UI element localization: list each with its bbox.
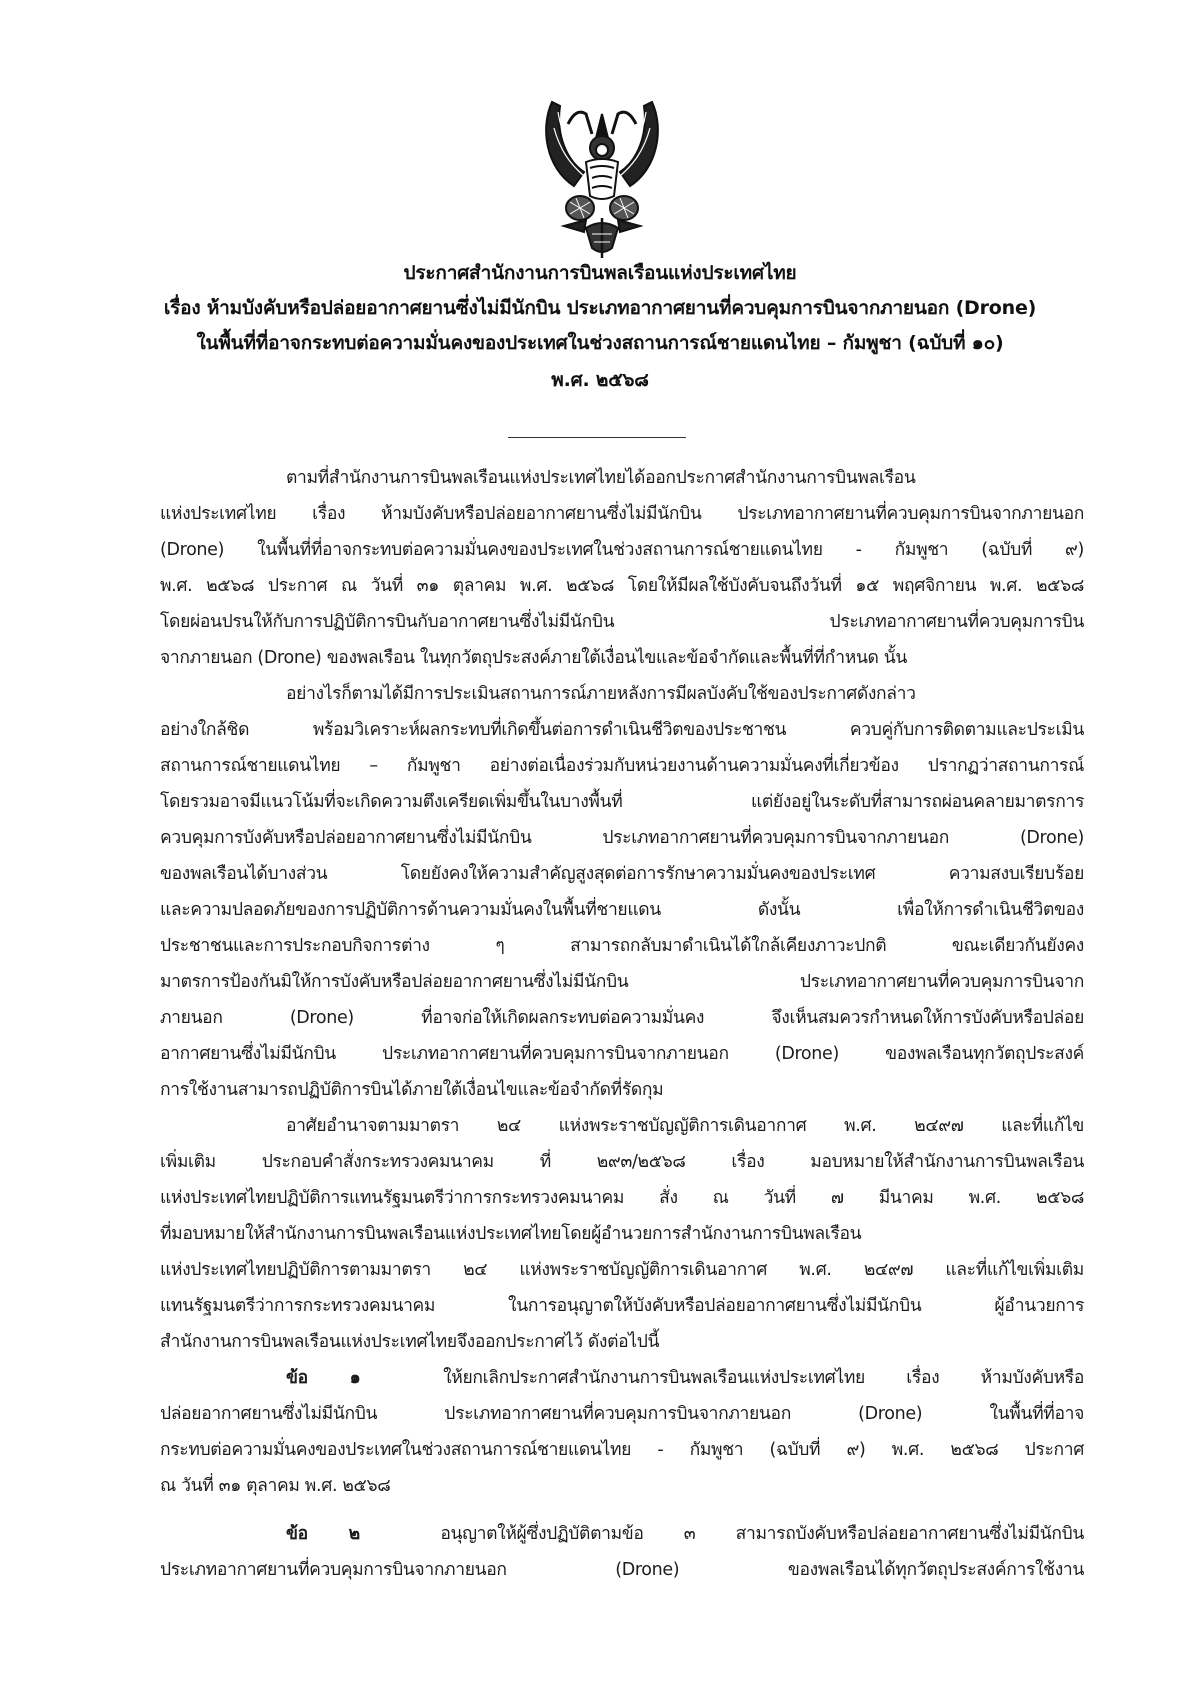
text-line: ควบคุมการบังคับหรือปล่อยอากาศยานซึ่งไม่มีนักบิน ประเภทอากาศยานที่ควบคุมการบินจากภายนอก (Drone) [160,828,1084,848]
text-line [286,1360,1084,1396]
text-line: ประชาชนและการประกอบกิจการต่าง ๆ สามารถกลับมาดำเนินได้ใกล้เคียงภาวะปกติ ขณะเดียวกันยังคง [160,936,1084,956]
text-line: ปล่อยอากาศยานซึ่งไม่มีนักบิน ประเภทอากาศยานที่ควบคุมการบินจากภายนอก (Drone) ในพื้นที่ที่อาจ [160,1404,1084,1424]
text-line [286,1516,1084,1552]
text-line: การใช้งานสามารถปฏิบัติการบินได้ภายใต้เงื่อนไขและข้อจำกัดที่รัดกุม [160,1080,664,1100]
garuda-emblem-icon [540,68,664,260]
text-line: (Drone) ในพื้นที่ที่อาจกระทบต่อความมั่นคงของประเทศในช่วงสถานการณ์ชายแดนไทย - กัมพูชา (ฉบับที่ ๙) [160,540,1084,560]
text-line: อากาศยานซึ่งไม่มีนักบิน ประเภทอากาศยานที่ควบคุมการบินจากภายนอก (Drone) ของพลเรือนทุกวัตถุประสงค์ [160,1044,1084,1064]
text-line: มาตรการป้องกันมิให้การบังคับหรือปล่อยอากาศยานซึ่งไม่มีนักบิน ประเภทอากาศยานที่ควบคุมการบินจาก [160,972,1084,992]
header-divider [508,437,686,438]
text-line: อาศัยอำนาจตามมาตรา ๒๔ แห่งพระราชบัญญัติการเดินอากาศ พ.ศ. ๒๔๙๗ และที่แก้ไข [286,1116,1084,1136]
text-line: จากภายนอก (Drone) ของพลเรือน ในทุกวัตถุประสงค์ภายใต้เงื่อนไขและข้อจำกัดและพื้นที่ที่กำหนด นั้น [160,648,908,668]
text-line: และความปลอดภัยของการปฏิบัติการด้านความมั่นคงในพื้นที่ชายแดน ดังนั้น เพื่อให้การดำเนินชีวิตของ [160,900,1084,920]
text-line: พ.ศ. ๒๕๖๘ ประกาศ ณ วันที่ ๓๑ ตุลาคม พ.ศ. ๒๕๖๘ โดยให้มีผลใช้บังคับจนถึงวันที่ ๑๕ พฤศจิกายน พ.ศ. ๒๕๖๘ [160,576,1084,596]
text-line: แห่งประเทศไทยปฏิบัติการแทนรัฐมนตรีว่าการกระทรวงคมนาคม สั่ง ณ วันที่ ๗ มีนาคม พ.ศ. ๒๕๖๘ [160,1188,1084,1208]
text-line: อย่างไรก็ตามได้มีการประเมินสถานการณ์ภายหลังการมีผลบังคับใช้ของประกาศดังกล่าว [286,684,916,704]
text-line: เพิ่มเติม ประกอบคำสั่งกระทรวงคมนาคม ที่ ๒๙๓/๒๕๖๘ เรื่อง มอบหมายให้สำนักงานการบินพลเรือน [160,1152,1084,1172]
text-line: โดยผ่อนปรนให้กับการปฏิบัติการบินกับอากาศยานซึ่งไม่มีนักบิน ประเภทอากาศยานที่ควบคุมการบิน [160,612,1084,632]
announcement-year: พ.ศ. ๒๕๖๘ [551,369,649,391]
text-line: แทนรัฐมนตรีว่าการกระทรวงคมนาคม ในการอนุญาตให้บังคับหรือปล่อยอากาศยานซึ่งไม่มีนักบิน ผู้อำนวยการ [160,1296,1084,1316]
clause-text: อนุญาตให้ผู้ซึ่งปฏิบัติตามข้อ ๓ สามารถบังคับหรือปล่อยอากาศยานซึ่งไม่มีนักบิน [440,1524,1084,1544]
text-line: แห่งประเทศไทยปฏิบัติการตามมาตรา ๒๔ แห่งพระราชบัญญัติการเดินอากาศ พ.ศ. ๒๔๙๗ และที่แก้ไขเพิ่มเติม [160,1260,1084,1280]
text-line: สำนักงานการบินพลเรือนแห่งประเทศไทยจึงออกประกาศไว้ ดังต่อไปนี้ [160,1332,660,1352]
text-line: ภายนอก (Drone) ที่อาจก่อให้เกิดผลกระทบต่อความมั่นคง จึงเห็นสมควรกำหนดให้การบังคับหรือปล่อย [160,1008,1084,1028]
text-line: ที่มอบหมายให้สำนักงานการบินพลเรือนแห่งประเทศไทยโดยผู้อำนวยการสำนักงานการบินพลเรือน [160,1224,862,1244]
text-line: อย่างใกล้ชิด พร้อมวิเคราะห์ผลกระทบที่เกิดขึ้นต่อการดำเนินชีวิตของประชาชน ควบคู่กับการติดตามและประเมิน [160,720,1084,740]
clause-label: ข้อ ๒ [286,1524,360,1544]
text-line: ของพลเรือนได้บางส่วน โดยยังคงให้ความสำคัญสูงสุดต่อการรักษาความมั่นคงของประเทศ ความสงบเรียบร้อย [160,864,1084,884]
text-line: โดยรวมอาจมีแนวโน้มที่จะเกิดความตึงเครียดเพิ่มขึ้นในบางพื้นที่ แต่ยังอยู่ในระดับที่สามารถผ่อนคลายมาตรการ [160,792,1084,812]
announcement-issuer: ประกาศสำนักงานการบินพลเรือนแห่งประเทศไทย [403,262,797,284]
text-line: กระทบต่อความมั่นคงของประเทศในช่วงสถานการณ์ชายแดนไทย - กัมพูชา (ฉบับที่ ๙) พ.ศ. ๒๕๖๘ ประกาศ [160,1440,1084,1460]
text-line: สถานการณ์ชายแดนไทย – กัมพูชา อย่างต่อเนื่องร่วมกับหน่วยงานด้านความมั่นคงที่เกี่ยวข้อง ปรากฏว่าสถานการณ์ [160,756,1084,776]
announcement-subject-line-1: เรื่อง ห้ามบังคับหรือปล่อยอากาศยานซึ่งไม่มีนักบิน ประเภทอากาศยานที่ควบคุมการบินจากภายนอก (Drone) [163,297,1037,319]
text-line: แห่งประเทศไทย เรื่อง ห้ามบังคับหรือปล่อยอากาศยานซึ่งไม่มีนักบิน ประเภทอากาศยานที่ควบคุมการบินจากภายนอก [160,504,1084,524]
text-line: ประเภทอากาศยานที่ควบคุมการบินจากภายนอก (Drone) ของพลเรือนได้ทุกวัตถุประสงค์การใช้งาน [160,1560,1084,1580]
text-line: ณ วันที่ ๓๑ ตุลาคม พ.ศ. ๒๕๖๘ [160,1476,391,1496]
text-line: ตามที่สำนักงานการบินพลเรือนแห่งประเทศไทยได้ออกประกาศสำนักงานการบินพลเรือน [286,468,916,488]
clause-text: ให้ยกเลิกประกาศสำนักงานการบินพลเรือนแห่งประเทศไทย เรื่อง ห้ามบังคับหรือ [443,1368,1084,1388]
announcement-subject-line-2: ในพื้นที่ที่อาจกระทบต่อความมั่นคงของประเทศในช่วงสถานการณ์ชายแดนไทย – กัมพูชา (ฉบับที่ ๑๐) [196,332,1004,354]
clause-label: ข้อ ๑ [286,1368,361,1388]
